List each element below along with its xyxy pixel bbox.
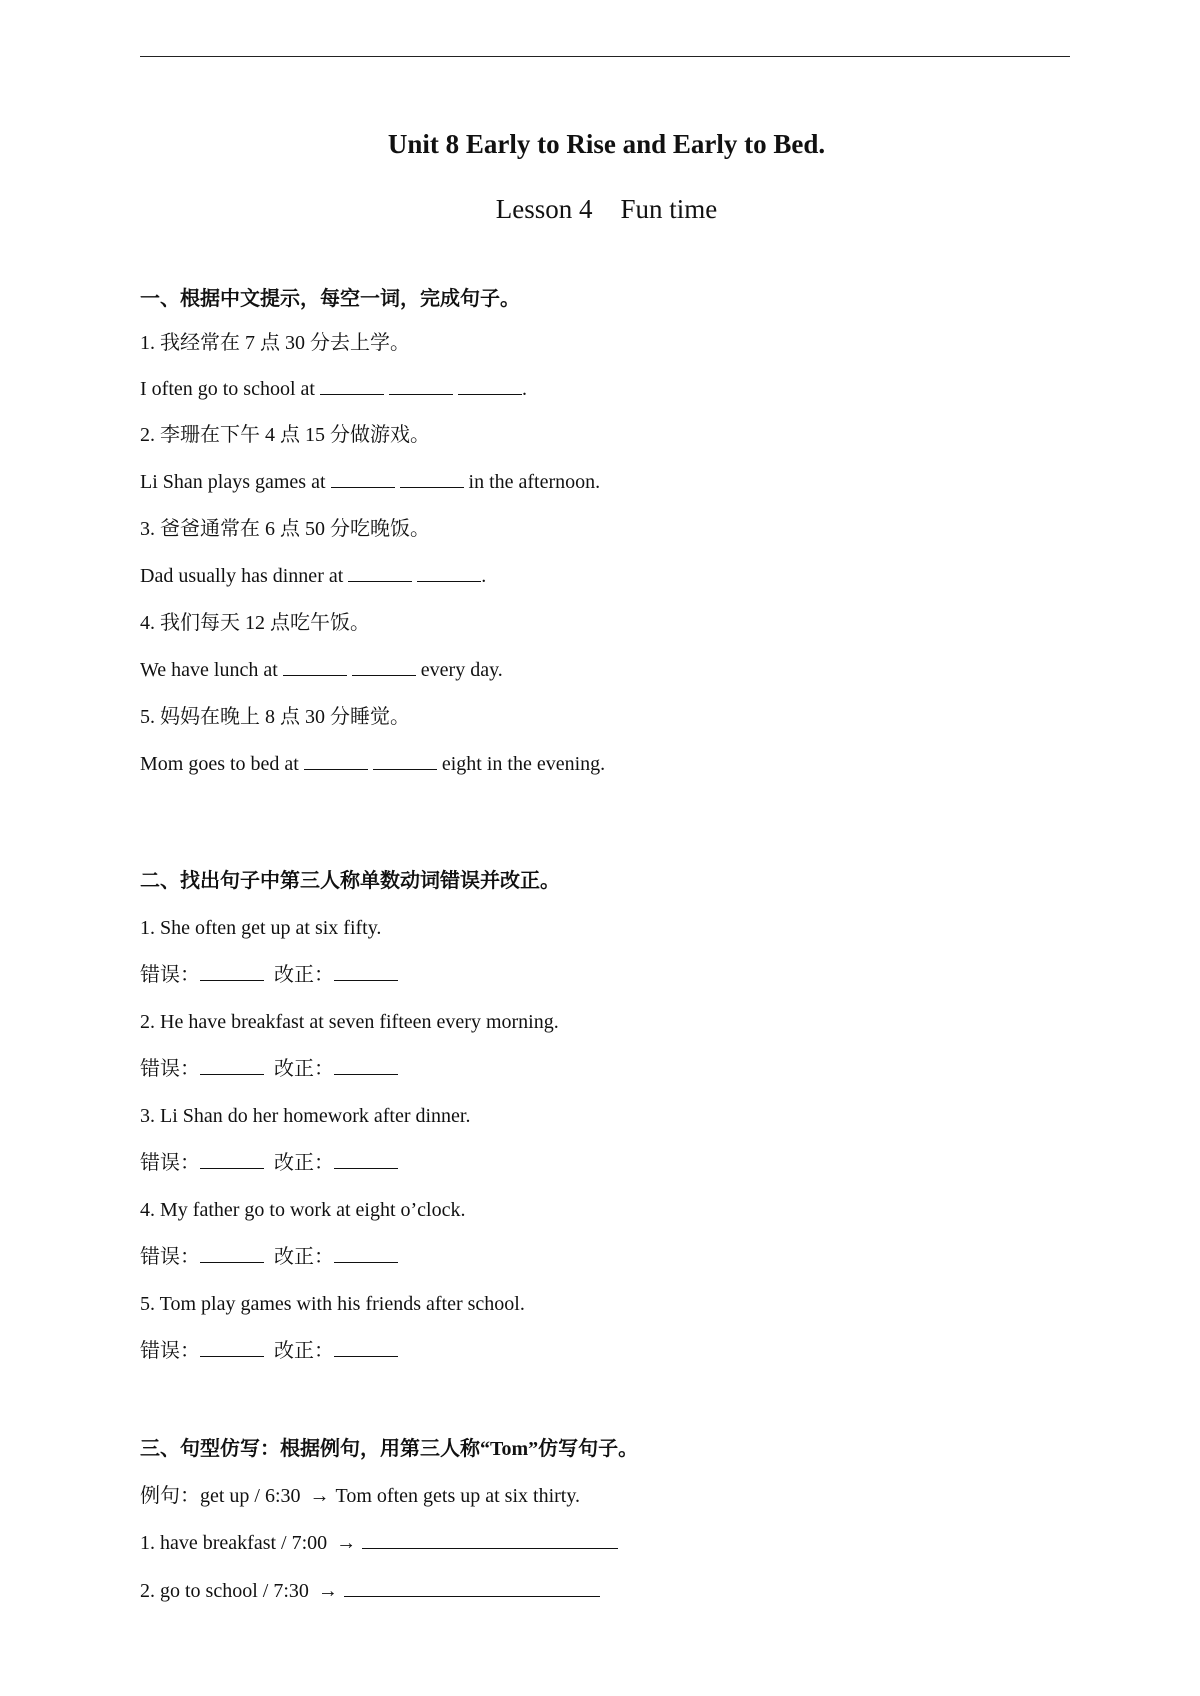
- answer-blank[interactable]: [283, 657, 347, 676]
- s1-item5-end: eight in the evening.: [441, 753, 606, 775]
- s1-item1-text: I often go to school at: [140, 378, 315, 400]
- s2-item1: 1. She often get up at six fifty.: [140, 917, 382, 939]
- s2-item1-answer: [140, 962, 398, 988]
- error-blank[interactable]: [200, 1056, 264, 1075]
- unit-title: Unit 8 Early to Rise and Early to Bed.: [387, 129, 826, 159]
- example-answer: Tom often gets up at six thirty.: [335, 1485, 581, 1507]
- s3-example: [140, 1483, 580, 1509]
- error-label: 错误：: [140, 964, 200, 986]
- s1-item4-cn: 4. 我们每天 12 点吃午饭。: [140, 612, 370, 634]
- s1-item2-end: in the afternoon.: [468, 471, 601, 493]
- section2-heading: 二、找出句子中第三人称单数动词错误并改正。: [140, 870, 560, 892]
- s3-item1: [140, 1530, 618, 1556]
- right-arrow-icon: →: [317, 1580, 338, 1602]
- s1-item5-en: [140, 751, 605, 777]
- s2-item2: 2. He have breakfast at seven fifteen every morning.: [140, 1011, 559, 1033]
- s3-item2: [140, 1578, 600, 1604]
- fix-label: 改正：: [274, 1152, 334, 1174]
- answer-blank[interactable]: [348, 563, 412, 582]
- fix-label: 改正：: [274, 1246, 334, 1268]
- s2-item5-answer: [140, 1338, 398, 1364]
- fix-blank[interactable]: [334, 962, 398, 981]
- error-label: 错误：: [140, 1246, 200, 1268]
- lesson-number: Lesson 4: [495, 194, 593, 224]
- example-prompt: get up / 6:30: [200, 1485, 301, 1507]
- answer-blank[interactable]: [320, 376, 384, 395]
- error-blank[interactable]: [200, 1244, 264, 1263]
- s2-item3: 3. Li Shan do her homework after dinner.: [140, 1105, 471, 1127]
- fix-blank[interactable]: [334, 1338, 398, 1357]
- example-label: 例句：: [140, 1485, 200, 1507]
- s1-item1-end: .: [521, 378, 527, 400]
- right-arrow-icon: →: [309, 1485, 330, 1507]
- lesson-title: [0, 193, 1200, 225]
- s1-item1-en: [140, 376, 527, 402]
- section1-heading: 一、根据中文提示，每空一词，完成句子。: [140, 288, 520, 310]
- s1-item5-cn: 5. 妈妈在晚上 8 点 30 分睡觉。: [140, 706, 410, 728]
- s2-item4: 4. My father go to work at eight o’clock.: [140, 1199, 466, 1221]
- s2-item5: 5. Tom play games with his friends after school.: [140, 1293, 525, 1315]
- s2-item2-answer: [140, 1056, 398, 1082]
- lesson-name: Fun time: [620, 194, 718, 224]
- right-arrow-icon: →: [336, 1532, 357, 1554]
- s1-item3-end: .: [481, 565, 487, 587]
- s1-item2-text: Li Shan plays games at: [140, 471, 326, 493]
- s2-item3-answer: [140, 1150, 398, 1176]
- answer-blank[interactable]: [458, 376, 522, 395]
- fix-label: 改正：: [274, 1340, 334, 1362]
- s1-item4-en: [140, 657, 503, 683]
- answer-blank[interactable]: [304, 751, 368, 770]
- top-rule: [140, 56, 1070, 57]
- s1-item4-end: every day.: [420, 659, 503, 681]
- s1-item4-text: We have lunch at: [140, 659, 278, 681]
- s2-item4-answer: [140, 1244, 398, 1270]
- s3-item2-prompt: 2. go to school / 7:30: [140, 1580, 309, 1602]
- error-blank[interactable]: [200, 1150, 264, 1169]
- answer-blank[interactable]: [417, 563, 481, 582]
- fix-label: 改正：: [274, 964, 334, 986]
- s1-item2-cn: 2. 李珊在下午 4 点 15 分做游戏。: [140, 424, 430, 446]
- s1-item3-en: [140, 563, 486, 589]
- error-label: 错误：: [140, 1058, 200, 1080]
- answer-blank[interactable]: [352, 657, 416, 676]
- s1-item2-en: [140, 469, 600, 495]
- s1-item1-cn: 1. 我经常在 7 点 30 分去上学。: [140, 332, 410, 354]
- section3-heading: 三、句型仿写：根据例句，用第三人称“Tom”仿写句子。: [140, 1438, 639, 1460]
- fix-blank[interactable]: [334, 1056, 398, 1075]
- fix-label: 改正：: [274, 1058, 334, 1080]
- answer-blank[interactable]: [373, 751, 437, 770]
- s1-item3-cn: 3. 爸爸通常在 6 点 50 分吃晚饭。: [140, 518, 430, 540]
- answer-blank[interactable]: [331, 469, 395, 488]
- sentence-blank[interactable]: [362, 1530, 618, 1549]
- s1-item3-text: Dad usually has dinner at: [140, 565, 344, 587]
- fix-blank[interactable]: [334, 1244, 398, 1263]
- error-label: 错误：: [140, 1152, 200, 1174]
- s1-item5-text: Mom goes to bed at: [140, 753, 299, 775]
- fix-blank[interactable]: [334, 1150, 398, 1169]
- answer-blank[interactable]: [389, 376, 453, 395]
- answer-blank[interactable]: [400, 469, 464, 488]
- s3-item1-prompt: 1. have breakfast / 7:00: [140, 1532, 328, 1554]
- error-label: 错误：: [140, 1340, 200, 1362]
- error-blank[interactable]: [200, 962, 264, 981]
- sentence-blank[interactable]: [344, 1578, 600, 1597]
- error-blank[interactable]: [200, 1338, 264, 1357]
